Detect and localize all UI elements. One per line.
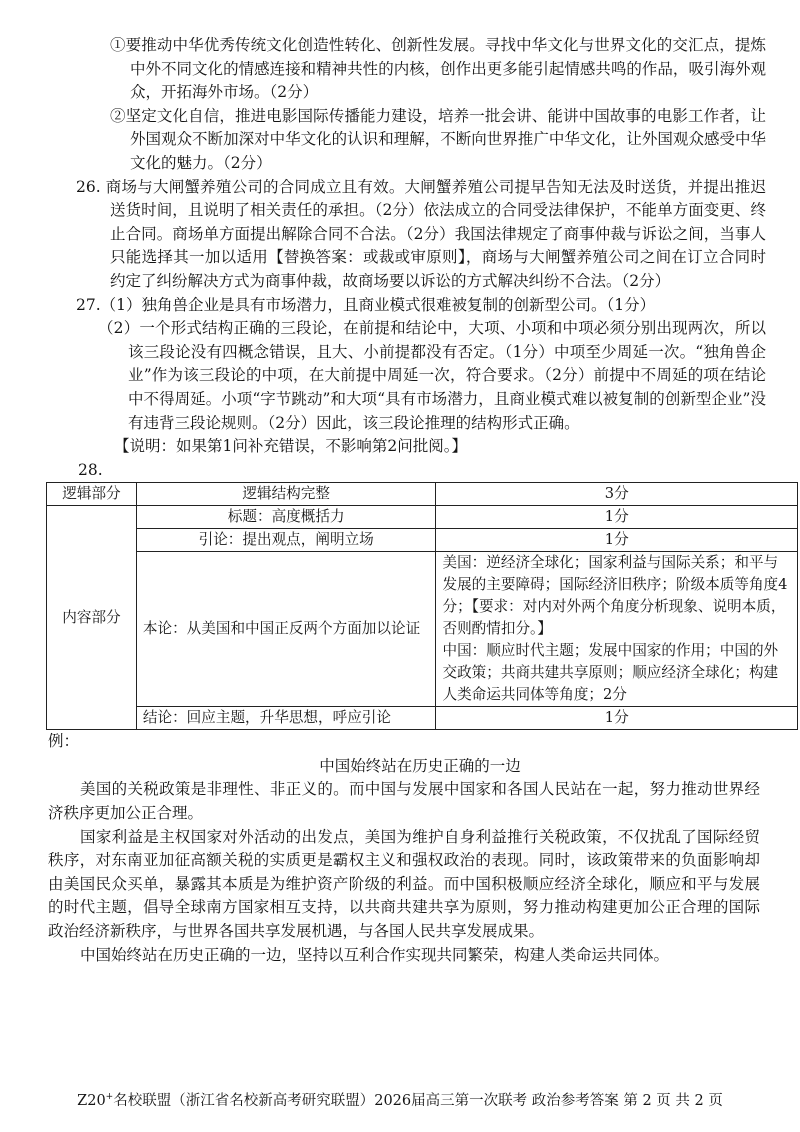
q25-item-2: ②坚定文化自信，推进电影国际传播能力建设，培养一批会讲、能讲中国故事的电影工作者，让外国观众不断加深对中华文化的认识和理解，不断向世界推广中华文化，让外国观众感受中华文化的魅力。（2分） bbox=[110, 106, 766, 172]
title-desc-cell: 标题：高度概括力 bbox=[136, 506, 436, 529]
q26-answer: 26. 商场与大闸蟹养殖公司的合同成立且有效。大闸蟹养殖公司提早告知无法及时送货，并提出推迟送货时间，且说明了相关责任的承担。（2分）依法成立的合同受法律保护，不能单方面变更、终止合同。商场单方面提出解除合同不合法。（2分）我国法律规定了商事仲裁与诉讼之间，当事人只能选择其一加以适用【替换答案：或裁或审原则】，商场与大闸蟹养殖公司之间在订立合同时约定了纠纷解决方式为商事仲裁，故商场要以诉讼的方式解决纠纷不合法。（2分） bbox=[76, 177, 766, 290]
table-row bbox=[47, 707, 798, 730]
footer-text: 名校联盟（浙江省名校新高考研究联盟）2026届高三第一次联考 政治参考答案 第 2 页 共 2 页 bbox=[113, 1092, 723, 1109]
conclusion-desc-cell: 结论：回应主题，升华思想，呼应引论 bbox=[136, 707, 436, 730]
intro-score-cell: 1分 bbox=[436, 529, 798, 552]
q27-note: 【说明：如果第1问补充错误，不影响第2问批阅。】 bbox=[114, 437, 467, 456]
essay-paragraph-1: 美国的关税政策是非理性、非正义的。而中国与发展中国家和各国人民站在一起，努力推动世界经济秩序更加公正合理。 bbox=[48, 780, 760, 823]
q25-item-1: ①要推动中华优秀传统文化创造性转化、创新性发展。寻找中华文化与世界文化的交汇点，提炼中外不同文化的情感连接和精神共性的内核，创作出更多能引起情感共鸣的作品，吸引海外观众，开拓海外市场。（2分） bbox=[110, 36, 766, 102]
logic-desc-cell: 逻辑结构完整 bbox=[136, 483, 436, 506]
q28-label: 28. bbox=[78, 460, 103, 479]
logic-part-cell: 逻辑部分 bbox=[47, 483, 137, 506]
table-row bbox=[47, 483, 798, 506]
example-label: 例： bbox=[48, 732, 80, 751]
body-cn-text: 中国：顺应时代主题；发展中国家的作用；中国的外交政策；共商共建共享原则；顺应经济全球化；构建人类命运共同体等角度；2分 bbox=[442, 642, 779, 704]
essay-title: 中国始终站在历史正确的一边 bbox=[319, 756, 521, 775]
page-footer bbox=[0, 1086, 800, 1113]
logic-score-cell: 3分 bbox=[436, 483, 798, 506]
title-score-cell: 1分 bbox=[436, 506, 798, 529]
table-row bbox=[47, 552, 798, 707]
body-score-cell bbox=[436, 552, 798, 707]
scoring-table bbox=[46, 482, 798, 730]
q27-item-2: （2）一个形式结构正确的三段论，在前提和结论中，大项、小项和中项必须分别出现两次，所以该三段论没有四概念错误，且大、小前提都没有否定。（1分）中项至少周延一次。“独角兽企业”作为该三段论的中项，在大前提中周延一次，符合要求。（2分）前提中不周延的项在结论中不得周延。小项“字节跳动”和大项“具有市场潜力，且商业模式难以被复制的创新型企业”没有违背三段论规则。（2分）因此，该三段论推理的结构形式正确。 bbox=[98, 319, 766, 432]
footer-mark: + bbox=[105, 1092, 114, 1102]
intro-desc-cell: 引论：提出观点，阐明立场 bbox=[136, 529, 436, 552]
conclusion-score-cell: 1分 bbox=[436, 707, 798, 730]
footer-brand: Z20 bbox=[77, 1092, 106, 1109]
body-desc-cell: 本论：从美国和中国正反两个方面加以论证 bbox=[136, 552, 436, 707]
body-us-text: 美国：逆经济全球化；国家利益与国际关系；和平与发展的主要障碍；国际经济旧秩序；阶级本质等角度4分；【要求：对内对外两个角度分析现象、说明本质，否则酌情扣分。】 bbox=[442, 554, 788, 638]
table-row bbox=[47, 529, 798, 552]
content-part-cell: 内容部分 bbox=[47, 506, 137, 730]
q27-item-1: 27.（1）独角兽企业是具有市场潜力，且商业模式很难被复制的创新型公司。（1分） bbox=[76, 295, 656, 314]
table-row bbox=[47, 506, 798, 529]
essay-paragraph-3: 中国始终站在历史正确的一边，坚持以互利合作实现共同繁荣，构建人类命运共同体。 bbox=[80, 945, 670, 964]
essay-paragraph-2: 国家利益是主权国家对外活动的出发点，美国为维护自身利益推行关税政策，不仅扰乱了国际经贸秩序，对东南亚加征高额关税的实质更是霸权主义和强权政治的表现。同时，该政策带来的负面影响却由美国民众买单，暴露其本质是为维护资产阶级的利益。而中国积极顺应经济全球化，顺应和平与发展的时代主题，倡导全球南方国家相互支持，以共商共建共享为原则，努力推动构建更加公正合理的国际政治经济新秩序，与世界各国共享发展机遇，与各国人民共享发展成果。 bbox=[48, 827, 760, 941]
